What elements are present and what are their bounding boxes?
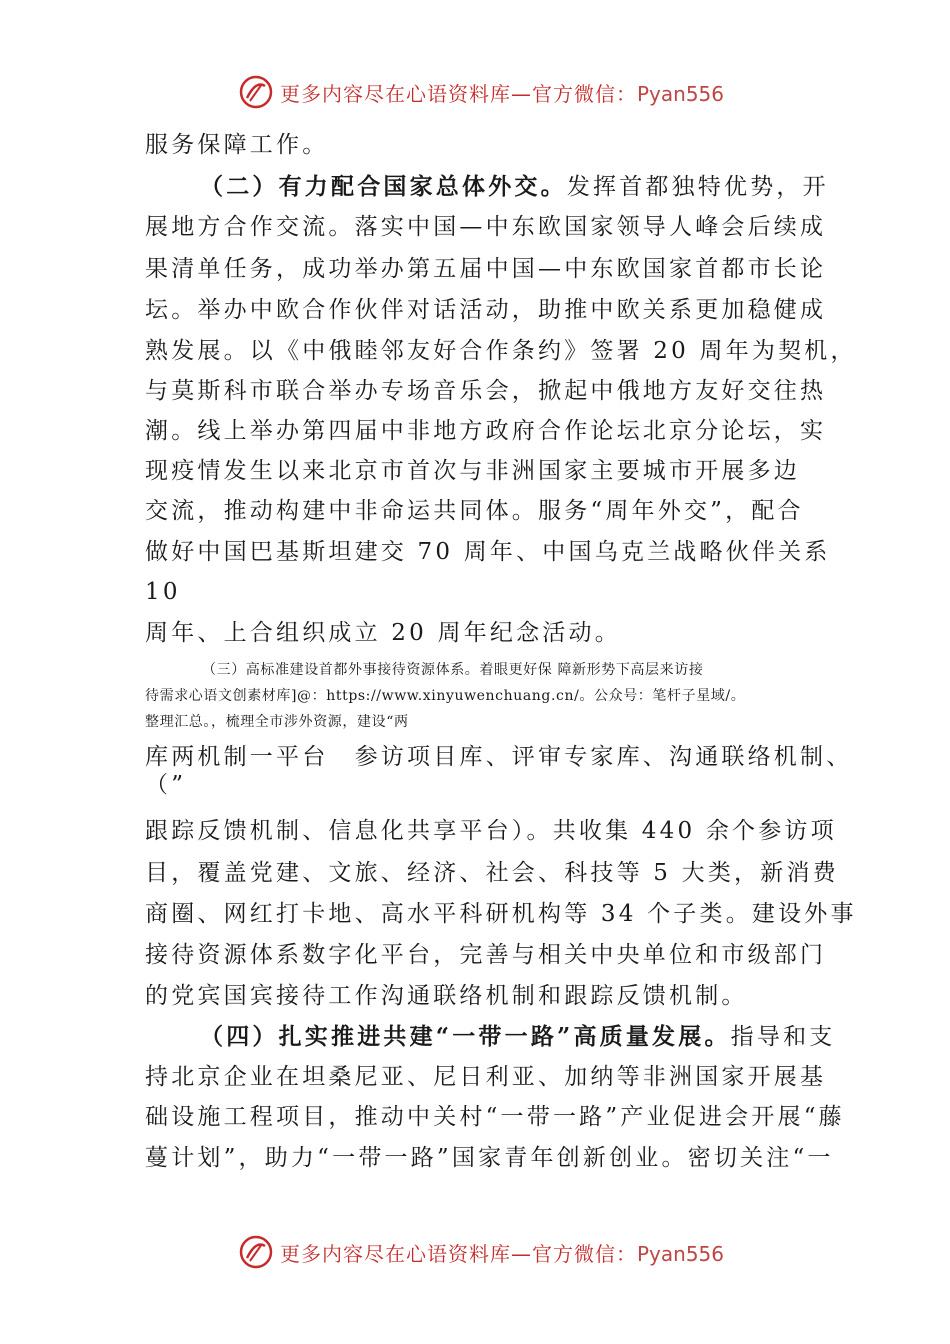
text-line: （” bbox=[145, 772, 187, 798]
section-heading-2: （二）有力配合国家总体外交。 bbox=[200, 173, 567, 200]
footer-watermark-banner bbox=[0, 1230, 950, 1274]
text-line: 10 bbox=[145, 579, 181, 605]
text-line: 跟踪反馈机制、信息化共享平台）。共收集 440 余个参访项 bbox=[145, 818, 837, 844]
watermark-text bbox=[280, 78, 724, 107]
text-line: 潮。线上举办第四届中非地方政府合作论坛北京分论坛，实 bbox=[145, 418, 827, 444]
watermark-label: 更多内容尽在心语资料库—官方微信： bbox=[280, 82, 637, 106]
text-line: 展地方合作交流。落实中国—中东欧国家领导人峰会后续成 bbox=[145, 214, 827, 240]
watermark-wechat-id: Pyan556 bbox=[637, 1242, 725, 1266]
text-line: 服务保障工作。 bbox=[145, 132, 329, 158]
text-line: 商圈、网红打卡地、高水平科研机构等 34 个子类。建设外事 bbox=[145, 901, 857, 927]
small-text-line: 整理汇总。，梳理全市涉外资源，建设“两 bbox=[145, 714, 409, 730]
text-line: 熟发展。以《中俄睦邻友好合作条约》签署 20 周年为契机， bbox=[145, 338, 857, 364]
text-line: 蔓计划”，助力“一带一路”国家青年创新创业。密切关注“一 bbox=[145, 1145, 834, 1171]
text-span: 指导和支 bbox=[730, 1024, 836, 1050]
watermark-logo-icon bbox=[238, 74, 274, 110]
header-watermark-banner bbox=[0, 70, 950, 114]
text-line: 持北京企业在坦桑尼亚、尼日利亚、加纳等非洲国家开展基 bbox=[145, 1064, 827, 1090]
text-span: 发挥首都独特优势，开 bbox=[566, 174, 829, 200]
paragraph-2-first-line bbox=[200, 172, 829, 202]
text-line: 目，覆盖党建、文旅、经济、社会、科技等 5 大类，新消费 bbox=[145, 860, 839, 886]
small-text-line: （三）高标准建设首都外事接待资源体系。着眼更好保 障新形势下高层来访接 bbox=[202, 662, 704, 678]
text-line: 交流，推动构建中非命运共同体。服务“周年外交”，配合 bbox=[145, 498, 804, 524]
watermark-wechat-id: Pyan556 bbox=[637, 82, 725, 106]
text-line: 果清单任务，成功举办第五届中国—中东欧国家首都市长论 bbox=[145, 256, 827, 282]
text-line: 与莫斯科市联合举办专场音乐会，掀起中俄地方友好交往热 bbox=[145, 378, 827, 404]
watermark-label: 更多内容尽在心语资料库—官方微信： bbox=[280, 1242, 637, 1266]
paragraph-4-first-line bbox=[200, 1022, 836, 1052]
text-line: 坛。举办中欧合作伙伴对话活动，助推中欧关系更加稳健成 bbox=[145, 297, 827, 323]
text-line: 的党宾国宾接待工作沟通联络机制和跟踪反馈机制。 bbox=[145, 983, 748, 1009]
text-line: 周年、上合组织成立 20 周年纪念活动。 bbox=[145, 620, 621, 646]
text-line: 做好中国巴基斯坦建交 70 周年、中国乌克兰战略伙伴关系 bbox=[145, 539, 831, 565]
watermark-logo-icon bbox=[238, 1234, 274, 1270]
watermark-text bbox=[280, 1238, 724, 1267]
section-heading-4: （四）扎实推进共建“一带一路”高质量发展。 bbox=[200, 1023, 731, 1050]
text-line: 库两机制一平台 参访项目库、评审专家库、沟通联络机制、 bbox=[145, 744, 853, 770]
text-line: 础设施工程项目，推动中关村“一带一路”产业促进会开展“藤 bbox=[145, 1104, 845, 1130]
text-line: 现疫情发生以来北京市首次与非洲国家主要城市开展多边 bbox=[145, 458, 800, 484]
small-text-line: 待需求心语文创素材库]@：https://www.xinyuwenchuang.cn/。公众号：笔杆子星域/。 bbox=[145, 688, 746, 704]
text-line: 接待资源体系数字化平台，完善与相关中央单位和市级部门 bbox=[145, 942, 827, 968]
